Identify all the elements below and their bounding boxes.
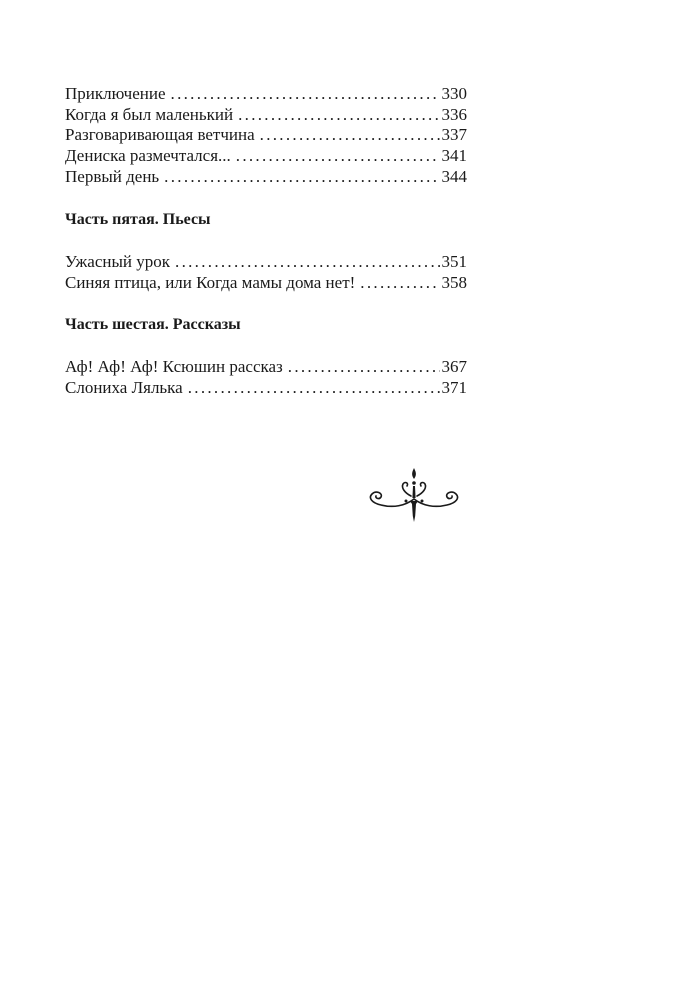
toc-entry: [65, 146, 467, 167]
toc-entry: [65, 252, 467, 273]
section-heading-stories: Часть шестая. Рассказы: [65, 315, 241, 333]
toc-entry-title: Разговаривающая ветчина: [65, 125, 255, 145]
toc-entry: [65, 125, 467, 146]
toc-entry-page: 336: [441, 104, 467, 124]
fleuron-ornament-icon: [365, 466, 463, 524]
toc-entry-page: 371: [441, 377, 467, 397]
toc-entry-title: Слониха Лялька: [65, 377, 183, 397]
toc-entry-page: 351: [441, 252, 467, 272]
toc-entry-page: 344: [441, 166, 467, 186]
toc-entry-page: 358: [441, 273, 467, 293]
toc-entry-title: Когда я был маленький: [65, 104, 234, 124]
dot-leader: [236, 146, 440, 167]
toc-entry-title: Первый день: [65, 166, 160, 186]
table-of-contents: [65, 84, 467, 398]
dot-leader: [288, 357, 440, 378]
toc-entry-page: 330: [441, 84, 467, 103]
toc-entry: [65, 105, 467, 126]
toc-entry-title: Приключение: [65, 84, 166, 103]
section-heading-plays: Часть пятая. Пьесы: [65, 211, 211, 229]
dot-leader: [171, 84, 440, 105]
toc-entry: [65, 167, 467, 188]
toc-entry-page: 337: [441, 125, 467, 145]
dot-leader: [188, 378, 440, 399]
dot-leader: [260, 125, 440, 146]
toc-entry-title: Дениска размечтался...: [65, 146, 231, 166]
dot-leader: [175, 252, 439, 273]
toc-entry: [65, 357, 467, 378]
toc-entry: [65, 84, 467, 105]
toc-entry: [65, 273, 467, 294]
toc-entry-title: Аф! Аф! Аф! Ксюшин рассказ: [65, 356, 283, 376]
toc-entry: [65, 378, 467, 399]
toc-entry-title: Ужасный урок: [65, 252, 171, 272]
dot-leader: [360, 273, 439, 294]
dot-leader: [164, 167, 439, 188]
toc-entry-page: 367: [441, 356, 467, 376]
dot-leader: [238, 105, 439, 126]
toc-entry-title: Синяя птица, или Когда мамы дома нет!: [65, 273, 356, 293]
toc-entry-page: 341: [441, 146, 467, 166]
